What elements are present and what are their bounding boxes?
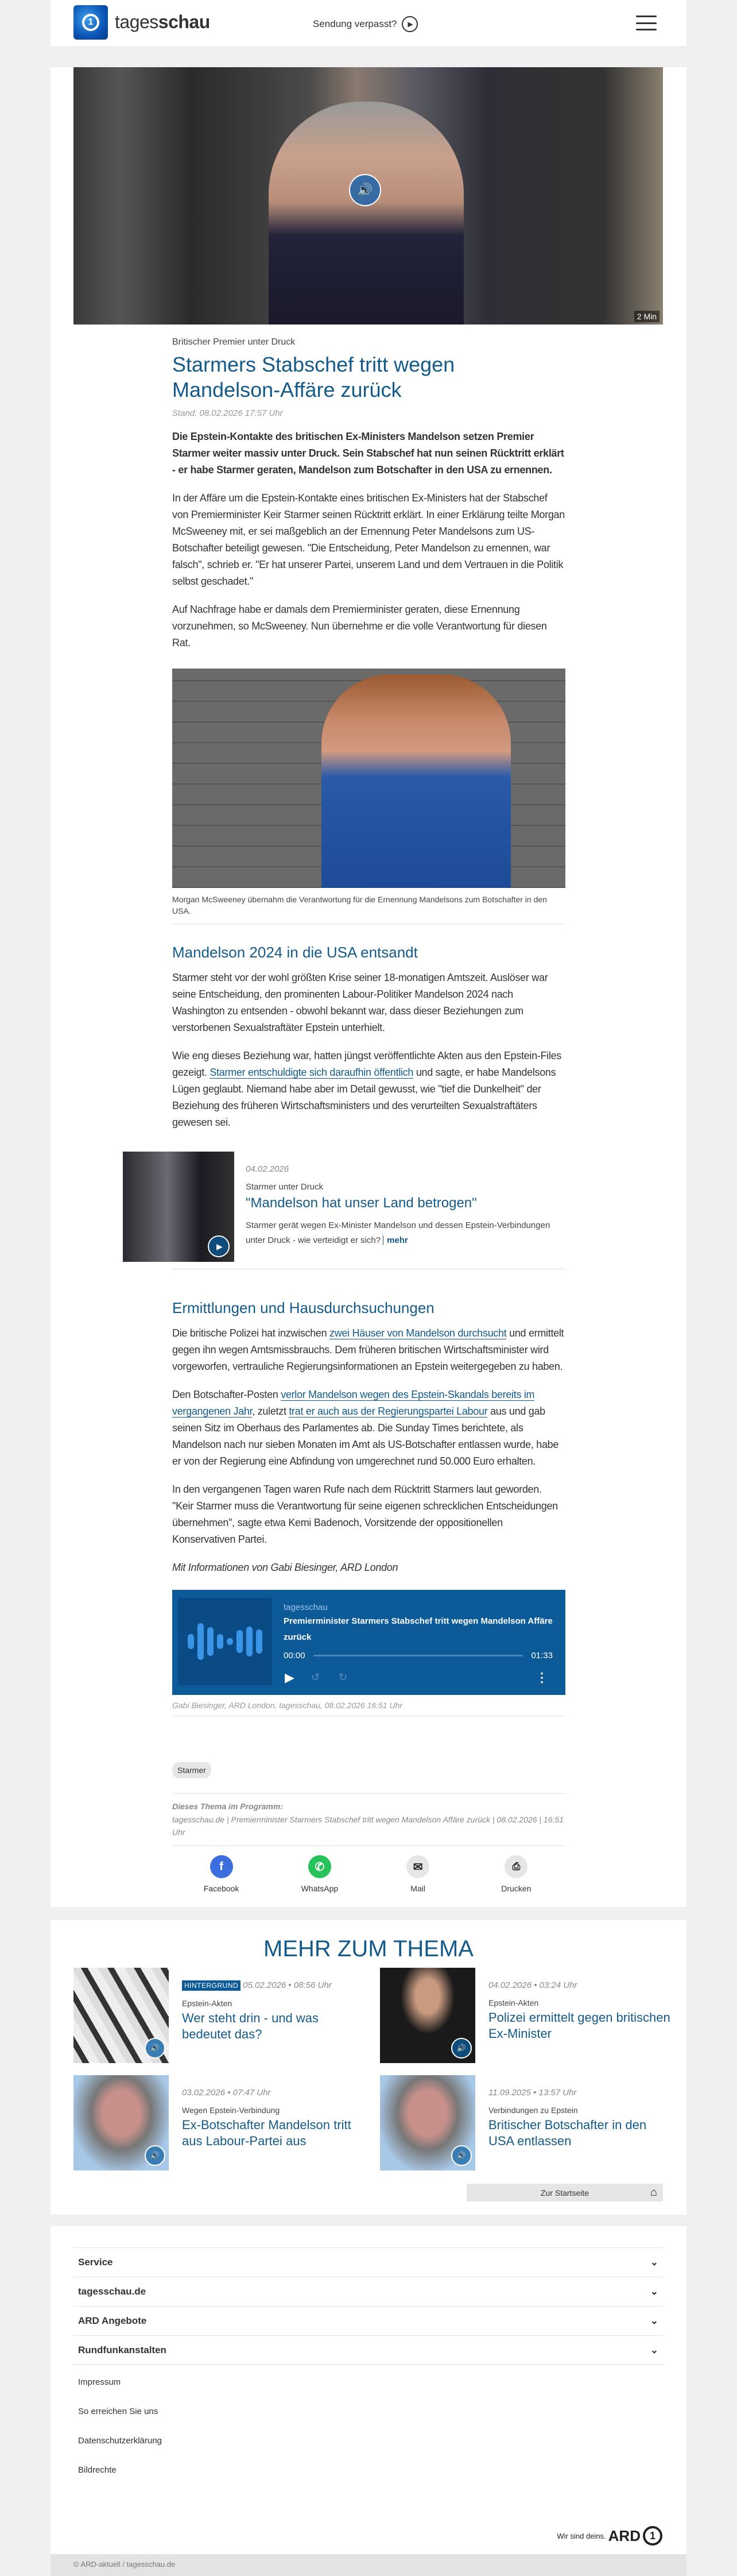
related-image[interactable] xyxy=(73,2075,169,2171)
tagesschau-logo[interactable] xyxy=(73,5,108,40)
copyright: © ARD-aktuell / tagesschau.de xyxy=(51,2554,686,2576)
ard-one-icon: 1 xyxy=(82,14,99,31)
ard-one-icon: 1 xyxy=(643,2526,662,2546)
related-item[interactable]: 🔊 HINTERGRUND 05.02.2026 • 08:56 Uhr Epstein-Akten Wer steht drin - und was bedeutet das? xyxy=(73,1968,372,2063)
hero-image[interactable] xyxy=(73,67,663,325)
chevron-down-icon: ⌄ xyxy=(650,2286,658,2297)
share-whatsapp[interactable]: ✆ WhatsApp xyxy=(285,1855,354,1893)
article-body-2 xyxy=(172,1299,565,1893)
related-teaser[interactable] xyxy=(123,1152,565,1269)
section-title: MEHR ZUM THEMA xyxy=(263,1936,474,1961)
related-image[interactable] xyxy=(380,2075,475,2171)
footer-link-bildrechte[interactable]: Bildrechte xyxy=(78,2465,117,2475)
article xyxy=(51,67,686,1907)
image-caption: Morgan McSweeney übernahm die Verantwortung für die Ernennung Mandelsons zum Botschafter in den USA. xyxy=(172,895,547,916)
article-image[interactable] xyxy=(172,669,565,888)
teaser-image[interactable] xyxy=(123,1152,234,1262)
more-options-icon[interactable]: ⋮ xyxy=(536,1670,548,1685)
player-credit: Gabi Biesinger, ARD London, tagesschau, 08.02.2026 16:51 Uhr xyxy=(172,1701,403,1710)
waveform-icon xyxy=(178,1598,272,1685)
program-text: tagesschau.de | Premierminister Starmers Stabschef tritt wegen Mandelson Affäre zurück | 08.02.2026 | 16:51 Uhr xyxy=(172,1815,564,1837)
home-icon: ⌂ xyxy=(650,2186,657,2199)
related-image[interactable] xyxy=(73,1968,169,2063)
print-icon: ⎙ xyxy=(505,1855,527,1878)
related-item[interactable]: 🔊 03.02.2026 • 07:47 Uhr Wegen Epstein-Verbindung Ex-Botschafter Mandelson tritt aus Labour-Partei aus xyxy=(73,2075,372,2171)
footer-accordion xyxy=(73,2247,663,2365)
more-link[interactable]: mehr xyxy=(383,1235,408,1245)
program-label: Dieses Thema im Programm: xyxy=(172,1802,283,1811)
related-item[interactable]: 🔊 04.02.2026 • 03:24 Uhr Epstein-Akten Polizei ermittelt gegen britischen Ex-Minister xyxy=(380,1968,678,2063)
related-kicker: Wegen Epstein-Verbindung xyxy=(182,2106,280,2115)
current-time: 00:00 xyxy=(284,1651,305,1660)
progress-bar[interactable] xyxy=(313,1655,523,1656)
related-kicker: Verbindungen zu Epstein xyxy=(488,2106,578,2115)
teaser-summary: Starmer gerät wegen Ex-Minister Mandelson und dessen Epstein-Verbindungen unter Druck - wie verteidigt er sich? mehr xyxy=(246,1221,550,1245)
footer-link-kontakt[interactable]: So erreichen Sie uns xyxy=(78,2407,158,2416)
article-kicker: Britischer Premier unter Druck xyxy=(172,337,296,347)
tag-starmer[interactable]: Starmer xyxy=(172,1762,211,1778)
audio-player xyxy=(172,1590,565,1695)
total-time: 01:33 xyxy=(531,1651,553,1660)
page-title: Starmers Stabschef tritt wegen Mandelson-Affäre zurück xyxy=(172,353,455,401)
home-button[interactable]: Zur Startseite ⌂ xyxy=(467,2184,663,2202)
paragraph: In der Affäre um die Epstein-Kontakte eines britischen Ex-Ministers hat der Stabschef von Premierminister Keir Starmer seinen Rücktritt erklärt. In einer Erklärung teilte Morgan McSweeney mit, er sei maßgeblich an der Ernennung Peter Mandelsons zum US-Botschafter beteiligt gewesen. "Die Entscheidung, Peter Mandelson zu ernennen, war falsch", schrieb er. "Er hat unserer Partei, unserem Land und dem Vertrauen in die Politik selbst geschadet." xyxy=(172,492,565,587)
divider xyxy=(172,1845,565,1846)
footer-link-datenschutz[interactable]: Datenschutzerklärung xyxy=(78,2436,162,2446)
menu-icon[interactable] xyxy=(636,16,657,30)
related-kicker: Epstein-Akten xyxy=(182,1999,232,2008)
footer-section-rundfunk[interactable]: Rundfunkanstalten ⌄ xyxy=(73,2335,663,2365)
related-item[interactable]: 🔊 11.09.2025 • 13:57 Uhr Verbindungen zu Epstein Britischer Botschafter in den USA entlassen xyxy=(380,2075,678,2171)
mail-icon: ✉ xyxy=(406,1855,429,1878)
player-source: tagesschau xyxy=(284,1602,328,1612)
section-heading: Mandelson 2024 in die USA entsandt xyxy=(172,944,418,961)
duration-badge: 2 Min xyxy=(634,311,660,322)
hero-person xyxy=(269,102,464,325)
whatsapp-icon: ✆ xyxy=(308,1855,331,1878)
hintergrund-badge: HINTERGRUND xyxy=(182,1980,241,1991)
chevron-down-icon: ⌄ xyxy=(650,2315,658,2326)
share-facebook[interactable]: f Facebook xyxy=(187,1855,256,1893)
chevron-down-icon: ⌄ xyxy=(650,2257,658,2268)
related-title[interactable]: Polizei ermittelt gegen britischen Ex-Minister xyxy=(488,2010,670,2041)
section-heading: Ermittlungen und Hausdurchsuchungen xyxy=(172,1299,435,1316)
related-title[interactable]: Britischer Botschafter in den USA entlassen xyxy=(488,2118,647,2148)
footer-link-impressum[interactable]: Impressum xyxy=(78,2377,121,2387)
teaser-kicker: Starmer unter Druck xyxy=(246,1182,324,1192)
paragraph: Starmer steht vor der wohl größten Krise seiner 18-monatigen Amtszeit. Auslöser war seine Entscheidung, den prominenten Labour-Politiker Mandelson 2024 nach Washington zu entsenden - obwohl bekannt war, dass dieser Beziehungen zum verstorbenen Sexualstraftäter Epstein unterhielt. xyxy=(172,972,548,1033)
footer-section-ard[interactable]: ARD Angebote ⌄ xyxy=(73,2306,663,2335)
audio-icon[interactable]: 🔊 xyxy=(145,2145,165,2166)
share-bar xyxy=(172,1855,565,1893)
play-icon: ▶ xyxy=(402,16,418,32)
inline-link[interactable]: zwei Häuser von Mandelson durchsucht xyxy=(329,1327,507,1339)
footer-section-tagesschau[interactable]: tagesschau.de ⌄ xyxy=(73,2277,663,2306)
divider xyxy=(172,1793,565,1794)
forward-10-icon[interactable]: ↻ xyxy=(339,1671,348,1683)
author-note: Mit Informationen von Gabi Biesinger, ARD London xyxy=(172,1562,398,1573)
lead-text: Die Epstein-Kontakte des britischen Ex-Ministers Mandelson setzen Premier Starmer weiter massiv unter Druck. Sein Stabschef hat nun seinen Rücktritt erklärt - er habe Starmer geraten, Mandelson zum Botschafter in den USA zu ernennen. xyxy=(172,431,564,476)
share-mail[interactable]: ✉ Mail xyxy=(383,1855,452,1893)
related-image[interactable] xyxy=(380,1968,475,2063)
audio-icon[interactable]: 🔊 xyxy=(451,2145,472,2166)
rewind-10-icon[interactable]: ↺ xyxy=(311,1671,320,1683)
article-body xyxy=(172,337,565,1131)
related-topics xyxy=(51,1920,686,2215)
paragraph: Wie eng dieses Beziehung war, hatten jüngst veröffentlichte Akten aus den Epstein-Files gezeigt. Starmer entschuldigte sich daraufhin öffentlich und sagte, er habe Mandelsons Lügen geglaubt. Niemand habe aber im Detail gewusst, wie "tief die Dunkelheit" der Beziehung des früheren Wirtschaftsministers und des verurteilten Sexualstraftäters gewesen sei. xyxy=(172,1050,561,1128)
site-header xyxy=(51,0,686,46)
audio-speaker-icon[interactable]: 🔊 xyxy=(349,174,381,206)
related-title[interactable]: Wer steht drin - und was bedeutet das? xyxy=(182,2011,319,2041)
teaser-date: 04.02.2026 xyxy=(246,1164,289,1174)
timestamp: Stand: 08.02.2026 17:57 Uhr xyxy=(172,408,283,418)
inline-link[interactable]: trat er auch aus der Regierungspartei Labour xyxy=(289,1405,488,1417)
sendung-verpasst-link[interactable]: Sendung verpasst? ▶ xyxy=(313,16,418,32)
inline-link[interactable]: Starmer entschuldigte sich daraufhin öffentlich xyxy=(210,1067,414,1078)
footer-links xyxy=(78,2377,162,2494)
play-icon[interactable]: ▶ xyxy=(208,1235,230,1257)
related-kicker: Epstein-Akten xyxy=(488,1998,539,2007)
related-title[interactable]: Ex-Botschafter Mandelson tritt aus Labour-Partei aus xyxy=(182,2118,351,2148)
paragraph: Die britische Polizei hat inzwischen zwei Häuser von Mandelson durchsucht und ermittelt gegen ihn wegen Amtsmissbrauchs. Dem früheren britischen Wirtschaftsminister wird vorgeworfen, vertrauliche Regierungsinformationen an Epstein weitergegeben zu haben. xyxy=(172,1327,564,1372)
teaser-title[interactable]: "Mandelson hat unser Land betrogen" xyxy=(246,1195,477,1211)
audio-icon[interactable]: 🔊 xyxy=(451,2038,472,2059)
share-print[interactable]: ⎙ Drucken xyxy=(482,1855,550,1893)
footer-section-service[interactable]: Service ⌄ xyxy=(73,2247,663,2277)
inline-link[interactable]: verlor Mandelson wegen des Epstein-Skandals bereits im vergangenen Jahr xyxy=(172,1389,535,1417)
facebook-icon: f xyxy=(210,1855,233,1878)
play-button[interactable]: ▶ xyxy=(285,1670,294,1685)
chevron-down-icon: ⌄ xyxy=(650,2344,658,2355)
paragraph: Auf Nachfrage habe er damals dem Premierminister geraten, diese Ernennung vorzunehmen, so McSweeney. Nun übernehme er die volle Verantwortung für diesen Rat. xyxy=(172,604,547,648)
brand-wordmark[interactable]: tagesschau xyxy=(115,11,210,32)
paragraph: In den vergangenen Tagen waren Rufe nach dem Rücktritt Starmers laut geworden. "Keir Starmer muss die Verantwortung für seine eigenen schrecklichen Entscheidungen übernehmen", sagte etwa Kemi Badenoch, Vorsitzende der oppositionellen Konservativen Partei. xyxy=(172,1484,558,1545)
paragraph: Den Botschafter-Posten verlor Mandelson wegen des Epstein-Skandals bereits im vergangenen Jahr, zuletzt trat er auch aus der Regierungspartei Labour aus und gab seinen Sitz im Oberhaus des Parlamentes ab. Die Sunday Times berichtete, als Mandelson nach nur sieben Monaten im Amt als US-Botschafter entlassen wurde, habe er von der Regierung eine Abfindung von umgerechnet rund 50.000 Euro erhalten. xyxy=(172,1389,559,1467)
audio-icon[interactable]: 🔊 xyxy=(145,2038,165,2059)
site-footer xyxy=(51,2226,686,2554)
player-title: Premierminister Starmers Stabschef tritt wegen Mandelson Affäre zurück xyxy=(284,1616,553,1642)
ard-logo[interactable]: Wir sind deins. ARD 1 xyxy=(557,2526,662,2546)
